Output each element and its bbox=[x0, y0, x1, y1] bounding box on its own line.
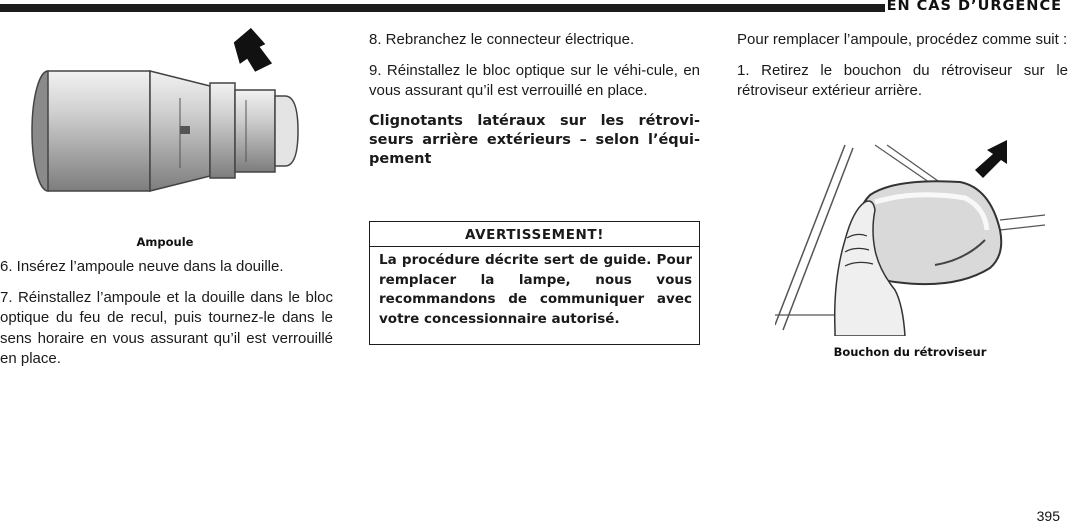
step-7-text: 7. Réinstallez l’ampoule et la douille dans le bloc optique du feu de recul, puis tournez-le dans le sens horaire en vous assurant qu’il est verrouillé en place. bbox=[0, 288, 333, 367]
warning-title: AVERTISSEMENT! bbox=[370, 222, 699, 247]
intro-text: Pour remplacer l’ampoule, procédez comme suit : bbox=[737, 31, 1068, 48]
step-6-text: 6. Insérez l’ampoule neuve dans la douille. bbox=[0, 258, 284, 275]
page-number: 395 bbox=[1036, 508, 1060, 524]
section-title: EN CAS D’URGENCE bbox=[886, 0, 1062, 14]
column-right bbox=[737, 30, 1068, 112]
step-9-text: 9. Réinstallez le bloc optique sur le véhi-cule, en vous assurant qu’il est verrouillé en place. bbox=[369, 61, 700, 99]
figure-caption: Ampoule bbox=[136, 235, 194, 249]
section-heading: Clignotants latéraux sur les rétrovi-seurs arrière extérieurs – selon l’équi-pement bbox=[369, 112, 700, 167]
bulb-illustration bbox=[30, 28, 330, 228]
column-middle bbox=[369, 30, 700, 179]
mirror-illustration bbox=[775, 140, 1045, 336]
figure-caption-mirror: Bouchon du rétroviseur bbox=[833, 345, 987, 359]
warning-text: La procédure décrite sert de guide. Pour remplacer la lampe, nous vous recommandons de communiquer avec votre concessionnaire autorisé. bbox=[379, 252, 692, 327]
step-8-text: 8. Rebranchez le connecteur électrique. bbox=[369, 31, 635, 48]
step-1-text: 1. Retirez le bouchon du rétroviseur sur le rétroviseur extérieur arrière. bbox=[737, 61, 1068, 99]
column-left bbox=[0, 0, 333, 523]
warning-box bbox=[369, 221, 700, 345]
